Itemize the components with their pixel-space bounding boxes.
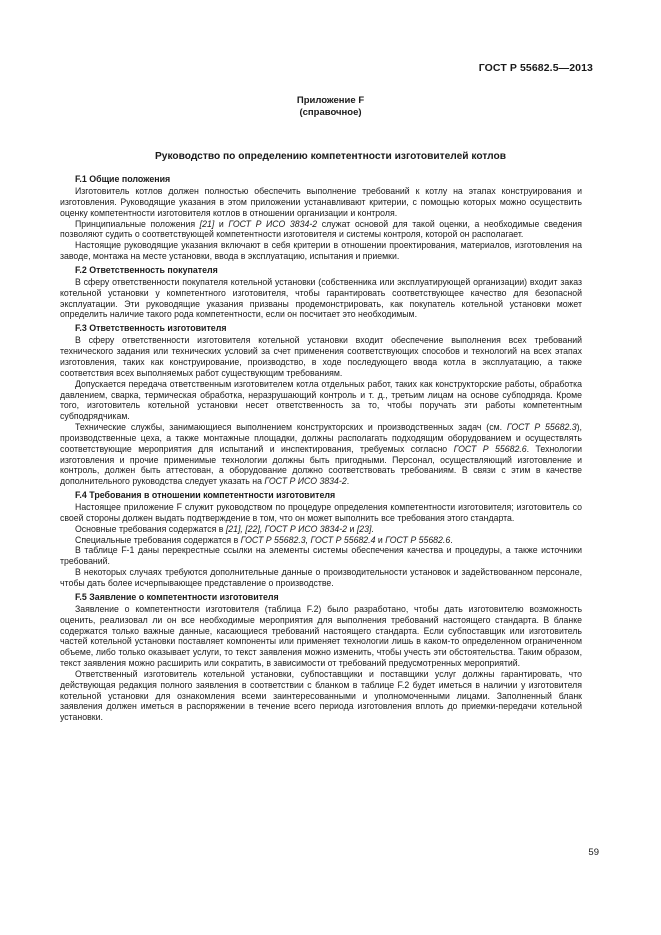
appendix-heading: [0, 95, 661, 118]
reference: ГОСТ Р 55682.3, ГОСТ Р 55682.4: [240, 534, 376, 545]
paragraph: Заявление о компетентности изготовителя (таблица F.2) было разработано, чтобы дать изготовителю возможность оценить, реализовал ли он все необходимые мероприятия для выполнения требований настоящего стандарта. В бланке содержатся только важные данные, касающиеся требований настоящего стандарта. Если субпоставщик или изготовитель частей котельной установки поставляет компоненты или применяет технологии лишь в каком-то определенном ограниченном объеме, либо только оказывает услуги, то текст заявления можно изменить, чтобы учесть эти обстоятельства. Таким образом, текст заявления можно расширить или сократить, в зависимости от требований предусмотренных мероприятий.: [60, 603, 582, 669]
paragraph: Принципиальные положения [21] и ГОСТ Р ИСО 3834-2 служат основой для такой оценки, а необходимые сведения позволяют судить о соответствующей компетентности изготовителя и системы контроля, которой он располагает.: [60, 218, 583, 240]
reference: ГОСТ Р 55682.6: [453, 443, 527, 454]
paragraph: В таблице F-1 даны перекрестные ссылки на элементы системы обеспечения качества и процедуры, а также источники требований.: [60, 545, 582, 567]
reference: ГОСТ Р ИСО 3834-2: [228, 218, 318, 229]
page-number: 59: [588, 847, 599, 858]
paragraph: Настоящее приложение F служит руководством по процедуре определения компетентности изготовителя; изготовитель со своей стороны должен выдать подтверждение в том, что он может выполнить все требования этого стандарта.: [60, 502, 582, 523]
reference: [21], [22], ГОСТ Р ИСО 3834-2: [225, 523, 348, 534]
reference: ГОСТ Р 55682.6: [385, 534, 451, 545]
appendix-subtitle: (справочное): [299, 106, 362, 118]
document-code: ГОСТ Р 55682.5—2013: [478, 62, 593, 74]
section-heading-f3: F.3 Ответственность изготовителя: [75, 323, 227, 334]
paragraph: Настоящие руководящие указания включают в себя критерии в отношении проектирования, материалов, изготовления на заводе, монтажа на месте установки, ввода в эксплуатацию, испытания и приемки.: [60, 240, 582, 262]
section-heading-f1: F.1 Общие положения: [75, 174, 171, 184]
paragraph: Ответственный изготовитель котельной установки, субпоставщики и поставщики услуг должны гарантировать, что действующая редакция полного заявления в соответствии с бланком в таблице F.2 будет иметься в наличии у изготовителя котельной установки для ознакомления всеми заинтересованными и уполномоченными лицами. Заполненный бланк заявления должен иметься в распоряжении в течение всего периода изготовления вплоть до приемки-передачи котельной установки.: [60, 668, 582, 723]
appendix-title: Приложение F: [296, 95, 365, 106]
reference: [21]: [199, 218, 215, 229]
reference: [23]: [356, 523, 372, 534]
main-title: Руководство по определению компетентности изготовителей котлов: [154, 151, 507, 162]
paragraph: Технические службы, занимающиеся выполнением конструкторских и производственных задач (см. ГОСТ Р 55682.3), производственные цеха, а также монтажные площадки, должны располагать подходящим оборудованием и осуществлять соответствующие мероприятия для испытаний и инспектирования, требуемых согласно ГОСТ Р 55682.6. Технологии изготовления и прочие применимые технологии должны быть пригодными. Персонал, осуществляющий изготовление и контроль, должен быть аттестован, а оборудование должно соответствовать требованиям. В связи с этим в качестве дополнительного руководства следует указать на ГОСТ Р ИСО 3834-2.: [60, 422, 583, 487]
section-heading-f2: F.2 Ответственность покупателя: [75, 264, 218, 275]
paragraph: В сферу ответственности изготовителя котельной установки входит обеспечение выполнения всех требований технического задания или технических условий за счет применения соответствующих способов и технологий на всех этапах изготовления, таких как конструирование, производство, в ходе последующего ввода котла в эксплуатацию, а также соответствия всех выполняемых работ существующим требованиям.: [60, 335, 582, 378]
paragraph: Допускается передача ответственным изготовителем котла отдельных работ, таких как конструкторские работы, обработка давлением, сварка, термическая обработка, неразрушающий контроль и т. д., третьим лицам на основе субподряда. Кроме того, изготовитель котельной установки несет ответственность за то, чтобы поручать эти работы компетентным субподрядчикам.: [60, 378, 582, 422]
reference: ГОСТ Р ИСО 3834-2: [264, 476, 347, 487]
paragraph: Специальные требования содержатся в ГОСТ Р 55682.3, ГОСТ Р 55682.4 и ГОСТ Р 55682.6.: [75, 534, 453, 545]
paragraph: Основные требования содержатся в [21], [22], ГОСТ Р ИСО 3834-2 и [23].: [75, 523, 374, 534]
section-heading-f5: F.5 Заявление о компетентности изготовителя: [75, 591, 279, 602]
section-heading-f4: F.4 Требования в отношении компетентности изготовителя: [75, 490, 336, 501]
paragraph: Изготовитель котлов должен полностью обеспечить выполнение требований к котлу на этапах конструирования и изготовления. Руководящие указания в этом приложении устанавливают критерии, с помощью которых можно осуществить оценку компетентности изготовителя котлов в отношении организации и контроля.: [60, 186, 582, 218]
paragraph: В некоторых случаях требуются дополнительные данные о производительности установок и задействованном персонале, чтобы дать более исчерпывающее представление о производстве.: [60, 567, 582, 588]
paragraph: В сферу ответственности покупателя котельной установки (собственника или эксплуатирующей организации) входит заказ котельной установки у компетентного изготовителя, чтобы гарантировать соответствующее качество для безопасной эксплуатации. Эти руководящие указания призваны продемонстрировать, как покупатель котельной установки может определить наличие такого рода компетентности, если он посчитает это необходимым.: [60, 276, 582, 320]
reference: ГОСТ Р 55682.3: [506, 422, 577, 433]
document-body: [60, 174, 582, 723]
